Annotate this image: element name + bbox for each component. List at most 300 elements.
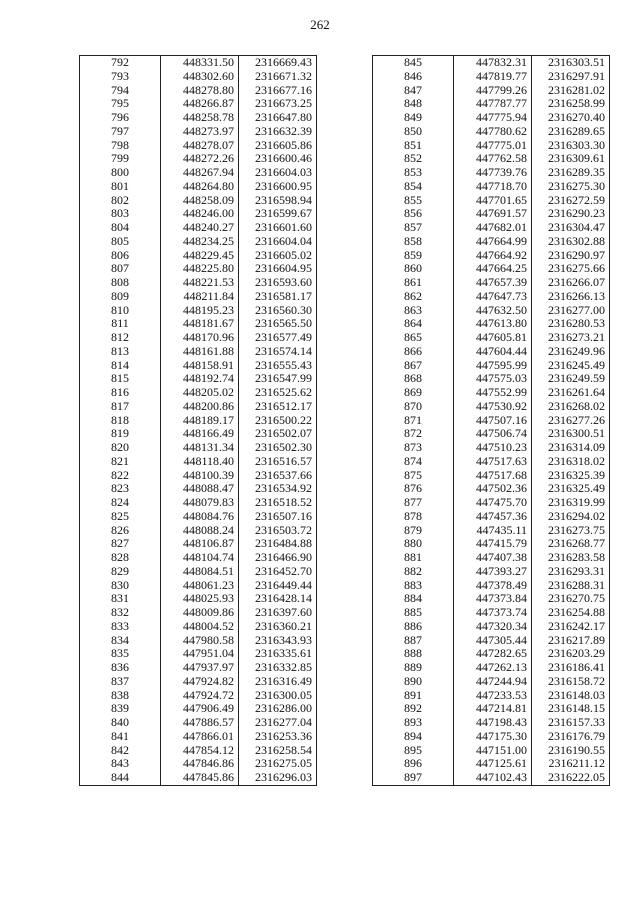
table-row: [80, 207, 317, 221]
x-coordinate-cell: 448240.27: [161, 221, 239, 235]
y-coordinate-cell: 2316428.14: [239, 592, 317, 606]
y-coordinate-cell: 2316466.90: [239, 551, 317, 565]
y-coordinate-cell: 2316277.04: [239, 716, 317, 730]
point-number-cell: 816: [80, 386, 161, 400]
x-coordinate-cell: 448221.53: [161, 276, 239, 290]
x-coordinate-cell: 447647.73: [454, 290, 532, 304]
point-number-cell: 801: [80, 180, 161, 194]
x-coordinate-cell: 447415.79: [454, 537, 532, 551]
point-number-cell: 797: [80, 125, 161, 139]
y-coordinate-cell: 2316272.59: [532, 194, 610, 208]
table-row: [373, 400, 610, 414]
x-coordinate-cell: 447846.86: [161, 757, 239, 771]
point-number-cell: 834: [80, 634, 161, 648]
y-coordinate-cell: 2316303.51: [532, 56, 610, 70]
table-row: [80, 290, 317, 304]
x-coordinate-cell: 448331.50: [161, 56, 239, 70]
point-number-cell: 835: [80, 647, 161, 661]
point-number-cell: 852: [373, 152, 454, 166]
point-number-cell: 844: [80, 771, 161, 785]
point-number-cell: 885: [373, 606, 454, 620]
y-coordinate-cell: 2316268.02: [532, 400, 610, 414]
y-coordinate-cell: 2316600.46: [239, 152, 317, 166]
table-row: [80, 56, 317, 70]
y-coordinate-cell: 2316512.17: [239, 400, 317, 414]
y-coordinate-cell: 2316632.39: [239, 125, 317, 139]
table-row: [373, 702, 610, 716]
x-coordinate-cell: 447151.00: [454, 744, 532, 758]
point-number-cell: 810: [80, 304, 161, 318]
y-coordinate-cell: 2316290.23: [532, 207, 610, 221]
y-coordinate-cell: 2316249.96: [532, 345, 610, 359]
point-number-cell: 828: [80, 551, 161, 565]
x-coordinate-cell: 448267.94: [161, 166, 239, 180]
y-coordinate-cell: 2316507.16: [239, 510, 317, 524]
x-coordinate-cell: 448079.83: [161, 496, 239, 510]
y-coordinate-cell: 2316502.30: [239, 441, 317, 455]
y-coordinate-cell: 2316525.62: [239, 386, 317, 400]
y-coordinate-cell: 2316275.30: [532, 180, 610, 194]
y-coordinate-cell: 2316449.44: [239, 579, 317, 593]
x-coordinate-cell: 447552.99: [454, 386, 532, 400]
y-coordinate-cell: 2316266.07: [532, 276, 610, 290]
y-coordinate-cell: 2316604.04: [239, 235, 317, 249]
x-coordinate-cell: 447613.80: [454, 317, 532, 331]
x-coordinate-cell: 448088.24: [161, 524, 239, 538]
y-coordinate-cell: 2316288.31: [532, 579, 610, 593]
table-row: [373, 207, 610, 221]
point-number-cell: 895: [373, 744, 454, 758]
y-coordinate-cell: 2316335.61: [239, 647, 317, 661]
table-row: [373, 359, 610, 373]
point-number-cell: 893: [373, 716, 454, 730]
table-row: [80, 661, 317, 675]
point-number-cell: 872: [373, 427, 454, 441]
point-number-cell: 807: [80, 262, 161, 276]
table-row: [373, 111, 610, 125]
table-row: [373, 372, 610, 386]
point-number-cell: 877: [373, 496, 454, 510]
x-coordinate-cell: 447233.53: [454, 689, 532, 703]
y-coordinate-cell: 2316360.21: [239, 620, 317, 634]
point-number-cell: 836: [80, 661, 161, 675]
y-coordinate-cell: 2316281.02: [532, 84, 610, 98]
table-row: [373, 675, 610, 689]
table-row: [373, 166, 610, 180]
point-number-cell: 886: [373, 620, 454, 634]
point-number-cell: 859: [373, 249, 454, 263]
point-number-cell: 881: [373, 551, 454, 565]
table-row: [80, 235, 317, 249]
x-coordinate-cell: 448104.74: [161, 551, 239, 565]
y-coordinate-cell: 2316673.25: [239, 97, 317, 111]
y-coordinate-cell: 2316516.57: [239, 455, 317, 469]
x-coordinate-cell: 448189.17: [161, 414, 239, 428]
x-coordinate-cell: 447407.38: [454, 551, 532, 565]
y-coordinate-cell: 2316502.07: [239, 427, 317, 441]
y-coordinate-cell: 2316604.95: [239, 262, 317, 276]
table-row: [373, 125, 610, 139]
y-coordinate-cell: 2316148.15: [532, 702, 610, 716]
point-number-cell: 874: [373, 455, 454, 469]
point-number-cell: 894: [373, 730, 454, 744]
table-row: [373, 221, 610, 235]
table-row: [373, 97, 610, 111]
table-row: [373, 290, 610, 304]
point-number-cell: 860: [373, 262, 454, 276]
point-number-cell: 839: [80, 702, 161, 716]
x-coordinate-cell: 448084.76: [161, 510, 239, 524]
x-coordinate-cell: 448009.86: [161, 606, 239, 620]
y-coordinate-cell: 2316593.60: [239, 276, 317, 290]
point-number-cell: 888: [373, 647, 454, 661]
x-coordinate-cell: 447664.25: [454, 262, 532, 276]
x-coordinate-cell: 448084.51: [161, 565, 239, 579]
y-coordinate-cell: 2316309.61: [532, 152, 610, 166]
y-coordinate-cell: 2316296.03: [239, 771, 317, 785]
y-coordinate-cell: 2316277.00: [532, 304, 610, 318]
point-number-cell: 813: [80, 345, 161, 359]
y-coordinate-cell: 2316452.70: [239, 565, 317, 579]
y-coordinate-cell: 2316293.31: [532, 565, 610, 579]
point-number-cell: 880: [373, 537, 454, 551]
point-number-cell: 795: [80, 97, 161, 111]
table-row: [80, 606, 317, 620]
x-coordinate-cell: 447502.36: [454, 482, 532, 496]
x-coordinate-cell: 447517.63: [454, 455, 532, 469]
table-row: [373, 757, 610, 771]
table-row: [373, 345, 610, 359]
table-row: [80, 111, 317, 125]
point-number-cell: 858: [373, 235, 454, 249]
x-coordinate-cell: 448166.49: [161, 427, 239, 441]
y-coordinate-cell: 2316555.43: [239, 359, 317, 373]
point-number-cell: 857: [373, 221, 454, 235]
x-coordinate-cell: 447854.12: [161, 744, 239, 758]
table-row: [373, 235, 610, 249]
x-coordinate-cell: 447924.82: [161, 675, 239, 689]
x-coordinate-cell: 447102.43: [454, 771, 532, 785]
y-coordinate-cell: 2316203.29: [532, 647, 610, 661]
x-coordinate-cell: 447775.94: [454, 111, 532, 125]
y-coordinate-cell: 2316249.59: [532, 372, 610, 386]
table-row: [373, 592, 610, 606]
table-row: [373, 496, 610, 510]
y-coordinate-cell: 2316647.80: [239, 111, 317, 125]
table-row: [373, 716, 610, 730]
table-row: [80, 276, 317, 290]
table-row: [373, 606, 610, 620]
y-coordinate-cell: 2316534.92: [239, 482, 317, 496]
table-row: [373, 262, 610, 276]
y-coordinate-cell: 2316332.85: [239, 661, 317, 675]
y-coordinate-cell: 2316294.02: [532, 510, 610, 524]
point-number-cell: 845: [373, 56, 454, 70]
point-number-cell: 868: [373, 372, 454, 386]
point-number-cell: 848: [373, 97, 454, 111]
y-coordinate-cell: 2316343.93: [239, 634, 317, 648]
point-number-cell: 887: [373, 634, 454, 648]
table-row: [373, 579, 610, 593]
x-coordinate-cell: 447682.01: [454, 221, 532, 235]
y-coordinate-cell: 2316270.75: [532, 592, 610, 606]
table-row: [80, 166, 317, 180]
x-coordinate-cell: 447718.70: [454, 180, 532, 194]
x-coordinate-cell: 448246.00: [161, 207, 239, 221]
point-number-cell: 824: [80, 496, 161, 510]
x-coordinate-cell: 448258.78: [161, 111, 239, 125]
x-coordinate-cell: 447664.92: [454, 249, 532, 263]
point-number-cell: 891: [373, 689, 454, 703]
table-row: [80, 592, 317, 606]
table-row: [373, 304, 610, 318]
x-coordinate-cell: 448278.80: [161, 84, 239, 98]
table-row: [80, 730, 317, 744]
table-row: [80, 249, 317, 263]
x-coordinate-cell: 447832.31: [454, 56, 532, 70]
x-coordinate-cell: 448004.52: [161, 620, 239, 634]
point-number-cell: 821: [80, 455, 161, 469]
x-coordinate-cell: 447924.72: [161, 689, 239, 703]
point-number-cell: 796: [80, 111, 161, 125]
y-coordinate-cell: 2316484.88: [239, 537, 317, 551]
table-row: [80, 427, 317, 441]
table-row: [373, 744, 610, 758]
y-coordinate-cell: 2316253.36: [239, 730, 317, 744]
x-coordinate-cell: 447780.62: [454, 125, 532, 139]
x-coordinate-cell: 447701.65: [454, 194, 532, 208]
y-coordinate-cell: 2316605.86: [239, 139, 317, 153]
point-number-cell: 864: [373, 317, 454, 331]
y-coordinate-cell: 2316283.58: [532, 551, 610, 565]
y-coordinate-cell: 2316242.17: [532, 620, 610, 634]
point-number-cell: 823: [80, 482, 161, 496]
table-row: [373, 524, 610, 538]
x-coordinate-cell: 447517.68: [454, 469, 532, 483]
point-number-cell: 808: [80, 276, 161, 290]
table-row: [80, 455, 317, 469]
x-coordinate-cell: 448170.96: [161, 331, 239, 345]
x-coordinate-cell: 447657.39: [454, 276, 532, 290]
table-row: [373, 427, 610, 441]
y-coordinate-cell: 2316503.72: [239, 524, 317, 538]
point-number-cell: 794: [80, 84, 161, 98]
coordinate-table-left: [79, 55, 317, 786]
point-number-cell: 869: [373, 386, 454, 400]
y-coordinate-cell: 2316300.05: [239, 689, 317, 703]
y-coordinate-cell: 2316303.30: [532, 139, 610, 153]
table-row: [373, 551, 610, 565]
point-number-cell: 871: [373, 414, 454, 428]
point-number-cell: 861: [373, 276, 454, 290]
x-coordinate-cell: 447951.04: [161, 647, 239, 661]
table-row: [80, 414, 317, 428]
y-coordinate-cell: 2316176.79: [532, 730, 610, 744]
table-row: [80, 647, 317, 661]
point-number-cell: 829: [80, 565, 161, 579]
table-row: [80, 510, 317, 524]
table-row: [373, 771, 610, 785]
point-number-cell: 855: [373, 194, 454, 208]
table-row: [80, 221, 317, 235]
y-coordinate-cell: 2316266.13: [532, 290, 610, 304]
x-coordinate-cell: 448195.23: [161, 304, 239, 318]
x-coordinate-cell: 447506.74: [454, 427, 532, 441]
table-row: [80, 579, 317, 593]
x-coordinate-cell: 447373.74: [454, 606, 532, 620]
x-coordinate-cell: 447214.81: [454, 702, 532, 716]
x-coordinate-cell: 448272.26: [161, 152, 239, 166]
point-number-cell: 866: [373, 345, 454, 359]
x-coordinate-cell: 448273.97: [161, 125, 239, 139]
x-coordinate-cell: 448061.23: [161, 579, 239, 593]
point-number-cell: 832: [80, 606, 161, 620]
y-coordinate-cell: 2316318.02: [532, 455, 610, 469]
point-number-cell: 878: [373, 510, 454, 524]
y-coordinate-cell: 2316565.50: [239, 317, 317, 331]
point-number-cell: 851: [373, 139, 454, 153]
x-coordinate-cell: 447435.11: [454, 524, 532, 538]
x-coordinate-cell: 448131.34: [161, 441, 239, 455]
point-number-cell: 897: [373, 771, 454, 785]
y-coordinate-cell: 2316560.30: [239, 304, 317, 318]
point-number-cell: 819: [80, 427, 161, 441]
y-coordinate-cell: 2316211.12: [532, 757, 610, 771]
table-row: [373, 482, 610, 496]
y-coordinate-cell: 2316397.60: [239, 606, 317, 620]
x-coordinate-cell: 447457.36: [454, 510, 532, 524]
table-row: [80, 771, 317, 785]
y-coordinate-cell: 2316599.67: [239, 207, 317, 221]
x-coordinate-cell: 447198.43: [454, 716, 532, 730]
y-coordinate-cell: 2316325.39: [532, 469, 610, 483]
point-number-cell: 815: [80, 372, 161, 386]
table-row: [80, 70, 317, 84]
y-coordinate-cell: 2316604.03: [239, 166, 317, 180]
point-number-cell: 865: [373, 331, 454, 345]
table-row: [80, 194, 317, 208]
y-coordinate-cell: 2316304.47: [532, 221, 610, 235]
x-coordinate-cell: 447575.03: [454, 372, 532, 386]
point-number-cell: 831: [80, 592, 161, 606]
point-number-cell: 803: [80, 207, 161, 221]
x-coordinate-cell: 447906.49: [161, 702, 239, 716]
y-coordinate-cell: 2316669.43: [239, 56, 317, 70]
table-row: [373, 249, 610, 263]
table-row: [80, 97, 317, 111]
table-row: [80, 689, 317, 703]
x-coordinate-cell: 447775.01: [454, 139, 532, 153]
x-coordinate-cell: 448205.02: [161, 386, 239, 400]
point-number-cell: 826: [80, 524, 161, 538]
y-coordinate-cell: 2316289.35: [532, 166, 610, 180]
point-number-cell: 792: [80, 56, 161, 70]
x-coordinate-cell: 448278.07: [161, 139, 239, 153]
table-row: [373, 441, 610, 455]
point-number-cell: 876: [373, 482, 454, 496]
x-coordinate-cell: 447980.58: [161, 634, 239, 648]
x-coordinate-cell: 447866.01: [161, 730, 239, 744]
table-row: [80, 317, 317, 331]
point-number-cell: 862: [373, 290, 454, 304]
table-row: [80, 537, 317, 551]
y-coordinate-cell: 2316581.17: [239, 290, 317, 304]
y-coordinate-cell: 2316302.88: [532, 235, 610, 249]
table-row: [80, 180, 317, 194]
point-number-cell: 798: [80, 139, 161, 153]
table-row: [80, 744, 317, 758]
table-row: [80, 675, 317, 689]
x-coordinate-cell: 447595.99: [454, 359, 532, 373]
x-coordinate-cell: 448266.87: [161, 97, 239, 111]
y-coordinate-cell: 2316158.72: [532, 675, 610, 689]
table-row: [373, 565, 610, 579]
point-number-cell: 837: [80, 675, 161, 689]
x-coordinate-cell: 448181.67: [161, 317, 239, 331]
x-coordinate-cell: 447320.34: [454, 620, 532, 634]
point-number-cell: 841: [80, 730, 161, 744]
point-number-cell: 896: [373, 757, 454, 771]
x-coordinate-cell: 448118.40: [161, 455, 239, 469]
y-coordinate-cell: 2316268.77: [532, 537, 610, 551]
point-number-cell: 811: [80, 317, 161, 331]
y-coordinate-cell: 2316518.52: [239, 496, 317, 510]
point-number-cell: 840: [80, 716, 161, 730]
point-number-cell: 809: [80, 290, 161, 304]
table-row: [80, 372, 317, 386]
y-coordinate-cell: 2316148.03: [532, 689, 610, 703]
point-number-cell: 847: [373, 84, 454, 98]
point-number-cell: 799: [80, 152, 161, 166]
point-number-cell: 812: [80, 331, 161, 345]
y-coordinate-cell: 2316605.02: [239, 249, 317, 263]
page-number: 262: [310, 17, 330, 32]
y-coordinate-cell: 2316277.26: [532, 414, 610, 428]
point-number-cell: 806: [80, 249, 161, 263]
x-coordinate-cell: 448258.09: [161, 194, 239, 208]
x-coordinate-cell: 448106.87: [161, 537, 239, 551]
y-coordinate-cell: 2316297.91: [532, 70, 610, 84]
y-coordinate-cell: 2316574.14: [239, 345, 317, 359]
y-coordinate-cell: 2316286.00: [239, 702, 317, 716]
point-number-cell: 870: [373, 400, 454, 414]
y-coordinate-cell: 2316314.09: [532, 441, 610, 455]
x-coordinate-cell: 447175.30: [454, 730, 532, 744]
y-coordinate-cell: 2316577.49: [239, 331, 317, 345]
point-number-cell: 853: [373, 166, 454, 180]
y-coordinate-cell: 2316319.99: [532, 496, 610, 510]
x-coordinate-cell: 448200.86: [161, 400, 239, 414]
table-row: [80, 139, 317, 153]
point-number-cell: 843: [80, 757, 161, 771]
x-coordinate-cell: 448302.60: [161, 70, 239, 84]
table-row: [373, 70, 610, 84]
y-coordinate-cell: 2316537.66: [239, 469, 317, 483]
y-coordinate-cell: 2316280.53: [532, 317, 610, 331]
x-coordinate-cell: 447845.86: [161, 771, 239, 785]
y-coordinate-cell: 2316186.41: [532, 661, 610, 675]
point-number-cell: 879: [373, 524, 454, 538]
table-row: [80, 757, 317, 771]
x-coordinate-cell: 447125.61: [454, 757, 532, 771]
table-row: [373, 331, 610, 345]
x-coordinate-cell: 447378.49: [454, 579, 532, 593]
table-row: [80, 441, 317, 455]
x-coordinate-cell: 448158.91: [161, 359, 239, 373]
point-number-cell: 875: [373, 469, 454, 483]
y-coordinate-cell: 2316245.49: [532, 359, 610, 373]
table-row: [373, 537, 610, 551]
